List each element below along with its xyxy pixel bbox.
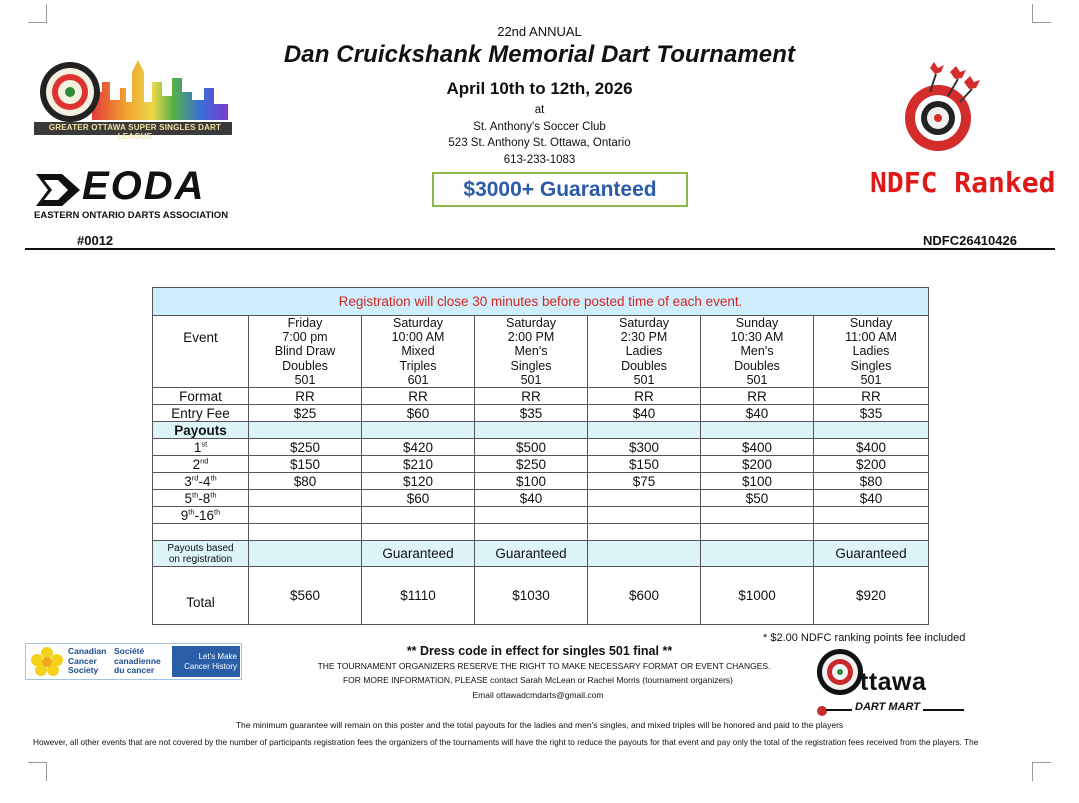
event-game: 501 [860, 372, 882, 387]
crop-mark-top-left [28, 4, 47, 23]
dartboard-icon [816, 648, 864, 696]
place-number: 3 [184, 473, 192, 489]
payouts-label: Payouts [153, 422, 249, 439]
format-cell: RR [249, 388, 362, 405]
eoda-name: EODA [82, 164, 206, 208]
format-cell: RR [814, 388, 929, 405]
event-type: Ladies [625, 344, 663, 359]
empty-cell [249, 422, 362, 439]
payout-cell: $75 [588, 473, 701, 490]
payout-cell: $40 [475, 490, 588, 507]
dart-flight-icon [34, 170, 84, 210]
format-label: Format [153, 388, 249, 405]
event-time: 2:30 PM [620, 330, 668, 345]
venue-phone: 613-233-1083 [503, 154, 576, 166]
info-note: FOR MORE INFORMATION, PLEASE contact Sarah McLean or Rachel Morris (tournament organizers) [342, 675, 734, 685]
goss-logo [32, 52, 232, 141]
event-type: Blind Draw [274, 344, 336, 359]
place-number: 2 [192, 456, 201, 472]
event-game: 601 [407, 372, 429, 387]
event-header-row [153, 316, 929, 388]
place-suffix: th [188, 507, 195, 517]
format-cell: RR [362, 388, 475, 405]
format-cell: RR [701, 388, 814, 405]
total-cell: $920 [814, 567, 929, 625]
place-suffix: rd [191, 473, 199, 483]
payout-cell: $500 [475, 439, 588, 456]
fee-cell: $40 [588, 405, 701, 422]
ccs-text: Society [68, 665, 99, 675]
guaranteed-cell: Guaranteed [475, 541, 588, 567]
payout-cell: $300 [588, 439, 701, 456]
event-game: 501 [520, 372, 542, 387]
place-suffix: nd [200, 456, 209, 466]
fee-cell: $60 [362, 405, 475, 422]
ndfc-ranked-label: NDFC Ranked [870, 166, 1056, 199]
payout-cell [249, 507, 362, 524]
dart-mart-sub: DART MART [852, 701, 923, 713]
total-label: Total [153, 567, 249, 625]
fee-cell: $35 [814, 405, 929, 422]
place-suffix: th [214, 507, 221, 517]
header-divider [25, 248, 1055, 250]
event-header-cell [701, 316, 814, 388]
place-number: 9 [180, 507, 189, 523]
event-day: Saturday [618, 316, 670, 330]
total-row [153, 567, 929, 625]
ranking-fee-note: * $2.00 NDFC ranking points fee included [763, 632, 966, 644]
minimum-guarantee-note: The minimum guarantee will remain on this poster and the total payouts for the ladies and men's singles, and mixed triples will be honored and paid to the players [235, 720, 844, 730]
dress-code-note: ** Dress code in effect for singles 501 final ** [406, 644, 673, 658]
ccs-text: canadienne [114, 655, 161, 666]
payout-reduction-note: However, all other events that are not covered by the number of participants registration fees the organizers of the tournaments will have the right to reduce the payouts for that event and pay only the total of the registration fees received from the players. The [33, 737, 979, 747]
place-suffix: th [210, 473, 217, 483]
empty-cell [814, 422, 929, 439]
fee-cell: $25 [249, 405, 362, 422]
place-label [153, 473, 249, 490]
event-game: 501 [633, 372, 655, 387]
contact-email: Email ottawadcmdarts@gmail.com [472, 690, 604, 700]
guarantee-badge: $3000+ Guaranteed [432, 172, 688, 207]
event-header-cell [588, 316, 701, 388]
event-type: Ladies [852, 344, 890, 359]
ccs-text: du cancer [114, 665, 155, 675]
ccs-slogan-line: Cancer History [184, 662, 237, 671]
venue-name: St. Anthony's Soccer Club [473, 121, 606, 133]
event-time: 10:30 AM [730, 330, 784, 345]
empty-cell [588, 524, 701, 541]
empty-cell [814, 524, 929, 541]
event-day: Saturday [505, 316, 557, 330]
event-day: Saturday [392, 316, 444, 330]
payout-3rd-4th-row [153, 473, 929, 490]
entry-fee-label: Entry Fee [153, 405, 249, 422]
guaranteed-cell [249, 541, 362, 567]
place-suffix: th [191, 490, 199, 500]
empty-cell [153, 524, 249, 541]
payouts-based-line: on registration [168, 553, 233, 565]
empty-cell [588, 422, 701, 439]
annual-label: 22nd ANNUAL [497, 24, 582, 39]
place-label [153, 439, 249, 456]
payout-cell: $50 [701, 490, 814, 507]
tournament-title: Dan Cruickshank Memorial Dart Tournament [283, 41, 796, 68]
total-cell: $1110 [362, 567, 475, 625]
crop-mark-bottom-left [28, 762, 47, 781]
crop-mark-top-right [1032, 4, 1051, 23]
payout-cell: $150 [249, 456, 362, 473]
payouts-header-row [153, 422, 929, 439]
place-suffix: st [201, 439, 208, 449]
ottawa-dart-mart-logo [816, 648, 966, 716]
payout-2nd-row [153, 456, 929, 473]
place-label [153, 456, 249, 473]
event-header-cell [249, 316, 362, 388]
place-number: -4 [198, 473, 211, 489]
event-kind: Singles [510, 358, 552, 373]
total-cell: $1000 [701, 567, 814, 625]
place-label [153, 507, 249, 524]
place-number: -16 [194, 507, 215, 523]
rights-note: THE TOURNAMENT ORGANIZERS RESERVE THE RIGHT TO MAKE NECESSARY FORMAT OR EVENT CHANGES. [317, 661, 771, 671]
guaranteed-cell: Guaranteed [814, 541, 929, 567]
fee-cell: $35 [475, 405, 588, 422]
registration-notice: Registration will close 30 minutes before posted time of each event. [153, 288, 929, 316]
ndfc-logo [900, 62, 990, 154]
event-day: Sunday [849, 316, 893, 330]
event-time: 10:00 AM [391, 330, 445, 345]
event-type: Men's [514, 344, 548, 359]
event-header-cell [475, 316, 588, 388]
payout-cell [475, 507, 588, 524]
format-row [153, 388, 929, 405]
place-number: 1 [193, 439, 202, 455]
payout-cell [362, 507, 475, 524]
payout-cell: $40 [814, 490, 929, 507]
event-label: Event [153, 316, 249, 388]
empty-cell [701, 422, 814, 439]
payout-cell: $60 [362, 490, 475, 507]
payout-cell: $400 [701, 439, 814, 456]
total-cell: $600 [588, 567, 701, 625]
payout-cell: $200 [701, 456, 814, 473]
entry-fee-row [153, 405, 929, 422]
notice-row [153, 288, 929, 316]
payout-cell [588, 490, 701, 507]
event-type: Men's [740, 344, 774, 359]
payout-cell: $250 [475, 456, 588, 473]
place-number: -8 [198, 490, 211, 506]
eoda-logo [32, 164, 232, 224]
place-suffix: th [210, 490, 217, 500]
empty-cell [475, 422, 588, 439]
format-cell: RR [588, 388, 701, 405]
ccs-slogan-line: Let's Make [198, 652, 237, 661]
ndfc-ring-text [900, 82, 901, 83]
total-cell: $560 [249, 567, 362, 625]
event-time: 7:00 pm [282, 330, 328, 345]
payout-cell: $150 [588, 456, 701, 473]
event-kind: Singles [850, 358, 892, 373]
ccs-text: Canadian [68, 646, 107, 656]
event-game: 501 [746, 372, 768, 387]
event-time: 2:00 PM [507, 330, 555, 345]
ccs-text: Société [114, 646, 145, 656]
ndfc-dartboard-icon [900, 62, 990, 154]
event-header-cell [362, 316, 475, 388]
poster-id-right: NDFC26410426 [923, 233, 1017, 248]
fee-cell: $40 [701, 405, 814, 422]
event-type: Mixed [401, 344, 435, 359]
dart-mart-name: ttawa [860, 668, 927, 696]
at-label: at [534, 104, 545, 116]
guaranteed-cell [701, 541, 814, 567]
payout-cell: $80 [814, 473, 929, 490]
payout-5th-8th-row [153, 490, 929, 507]
payout-cell: $80 [249, 473, 362, 490]
guaranteed-row [153, 541, 929, 567]
total-cell: $1030 [475, 567, 588, 625]
payout-cell [814, 507, 929, 524]
eoda-caption: EASTERN ONTARIO DARTS ASSOCIATION [34, 210, 229, 221]
payout-cell: $120 [362, 473, 475, 490]
ccs-text: Cancer [68, 655, 97, 666]
empty-cell [362, 524, 475, 541]
crop-mark-bottom-right [1032, 762, 1051, 781]
payout-cell: $400 [814, 439, 929, 456]
blank-row [153, 524, 929, 541]
payout-9th-16th-row [153, 507, 929, 524]
event-header-cell [814, 316, 929, 388]
payout-cell: $210 [362, 456, 475, 473]
event-kind: Doubles [621, 358, 667, 373]
guaranteed-cell [588, 541, 701, 567]
payout-cell: $100 [475, 473, 588, 490]
event-day: Friday [287, 316, 323, 330]
empty-cell [475, 524, 588, 541]
goss-caption: GREATER OTTAWA SUPER SINGLES DART LEAGUE [48, 123, 222, 141]
event-kind: Doubles [282, 358, 328, 373]
payout-cell [249, 490, 362, 507]
payout-cell: $100 [701, 473, 814, 490]
dart-tip-icon [816, 704, 828, 718]
payout-cell: $420 [362, 439, 475, 456]
payout-1st-row [153, 439, 929, 456]
payouts-based-line: Payouts based [167, 542, 234, 554]
place-number: 5 [184, 490, 192, 506]
guaranteed-cell: Guaranteed [362, 541, 475, 567]
event-time: 11:00 AM [845, 330, 897, 345]
tournament-dates: April 10th to 12th, 2026 [446, 79, 633, 98]
payouts-based-label [153, 541, 249, 567]
empty-cell [249, 524, 362, 541]
event-table [152, 287, 929, 625]
event-day: Sunday [735, 316, 779, 330]
empty-cell [362, 422, 475, 439]
format-cell: RR [475, 388, 588, 405]
payout-cell: $200 [814, 456, 929, 473]
event-game: 501 [294, 372, 316, 387]
payout-cell [588, 507, 701, 524]
event-kind: Doubles [734, 358, 780, 373]
poster-id-left: #0012 [77, 233, 114, 248]
event-kind: Triples [399, 358, 437, 373]
empty-cell [701, 524, 814, 541]
place-label [153, 490, 249, 507]
venue-address: 523 St. Anthony St. Ottawa, Ontario [448, 137, 631, 149]
payout-cell [701, 507, 814, 524]
payout-cell: $250 [249, 439, 362, 456]
